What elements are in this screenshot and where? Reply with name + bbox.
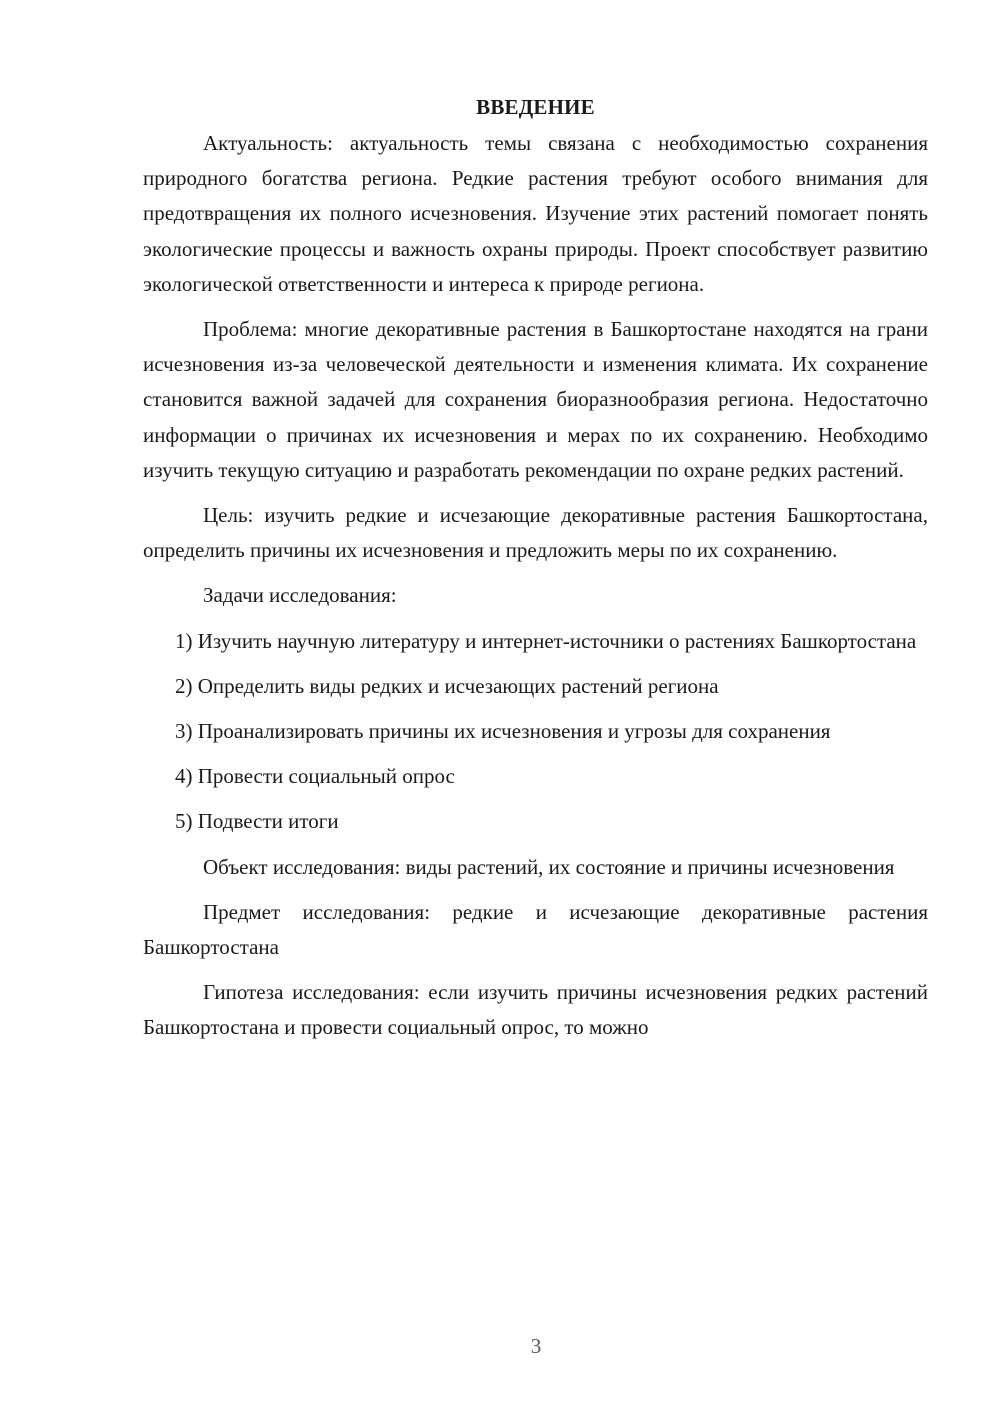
task-item-5: 5) Подвести итоги <box>175 809 339 834</box>
goal-paragraph: Цель: изучить редкие и исчезающие декоративные растения Башкортостана, определить причины их исчезновения и предложить меры по их сохранению. <box>143 503 928 563</box>
relevance-paragraph: Актуальность: актуальность темы связана с необходимостью сохранения природного богатства региона. Редкие растения требуют особого внимания для предотвращения их полного исчезновения. Изучение этих растений помогает понять экологические процессы и важность охраны природы. Проект способствует развитию экологической ответственности и интереса к природе региона. <box>143 131 928 296</box>
hypothesis-paragraph: Гипотеза исследования: если изучить причины исчезновения редких растений Башкортостана и провести социальный опрос, то можно <box>143 980 928 1040</box>
page-content <box>143 90 928 1056</box>
task-item-3: 3) Проанализировать причины их исчезновения и угрозы для сохранения <box>175 719 831 744</box>
task-item-1: 1) Изучить научную литературу и интернет-источники о растениях Башкортостана <box>175 628 917 653</box>
task-item-2: 2) Определить виды редких и исчезающих растений региона <box>175 673 719 698</box>
problem-paragraph: Проблема: многие декоративные растения в Башкортостане находятся на грани исчезновения из-за человеческой деятельности и изменения климата. Их сохранение становится важной задачей для сохранения биоразнообразия региона. Недостаточно информации о причинах их исчезновения и мерах по их сохранению. Необходимо изучить текущую ситуацию и разработать рекомендации по охране редких растений. <box>143 317 928 482</box>
page-number: 3 <box>530 1334 542 1358</box>
subject-paragraph: Предмет исследования: редкие и исчезающие декоративные растения Башкортостана <box>143 899 928 960</box>
object-paragraph: Объект исследования: виды растений, их состояние и причины исчезновения <box>203 854 895 879</box>
tasks-intro: Задачи исследования: <box>203 583 397 608</box>
section-heading: ВВЕДЕНИЕ <box>476 95 595 119</box>
task-item-4: 4) Провести социальный опрос <box>175 764 455 789</box>
